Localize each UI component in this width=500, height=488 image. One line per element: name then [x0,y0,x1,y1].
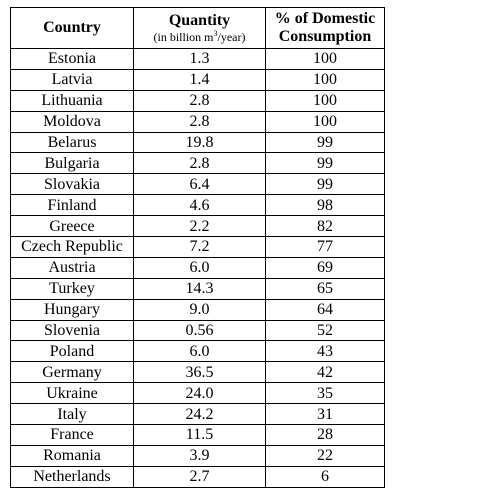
cell-pct: 99 [266,174,385,195]
cell-quantity: 2.8 [134,111,266,132]
table-row [11,216,385,237]
table-row [11,341,385,362]
cell-pct: 43 [266,341,385,362]
table-row [11,278,385,299]
cell-country: Moldova [11,111,134,132]
cell-pct: 100 [266,90,385,111]
cell-pct: 52 [266,320,385,341]
header-pct-line2: Consumption [278,28,372,45]
table-row [11,153,385,174]
cell-country: Czech Republic [11,237,134,258]
unit-prefix: (in billion m [153,30,214,44]
header-pct-line1: % of Domestic [274,10,376,27]
cell-country: Hungary [11,299,134,320]
table-row [11,383,385,404]
cell-quantity: 6.0 [134,341,266,362]
cell-quantity: 36.5 [134,362,266,383]
table-row [11,362,385,383]
cell-pct: 100 [266,49,385,70]
cell-quantity: 1.4 [134,69,266,90]
table-row [11,132,385,153]
cell-pct: 42 [266,362,385,383]
table-row [11,466,385,487]
cell-pct: 65 [266,278,385,299]
cell-pct: 98 [266,195,385,216]
table-row [11,69,385,90]
cell-country: Belarus [11,132,134,153]
header-quantity-unit [134,30,265,44]
cell-quantity: 6.4 [134,174,266,195]
cell-country: Austria [11,257,134,278]
cell-quantity: 2.7 [134,466,266,487]
header-quantity [134,8,266,49]
cell-country: Lithuania [11,90,134,111]
table-row [11,445,385,466]
cell-quantity: 11.5 [134,425,266,446]
cell-country: Bulgaria [11,153,134,174]
cell-pct: 35 [266,383,385,404]
table-row [11,195,385,216]
cell-pct: 77 [266,237,385,258]
table-row [11,237,385,258]
cell-country: Estonia [11,49,134,70]
table-row [11,320,385,341]
table-row [11,425,385,446]
header-pct [266,8,385,49]
gas-import-table [10,7,385,488]
cell-quantity: 4.6 [134,195,266,216]
cell-country: France [11,425,134,446]
table-row [11,404,385,425]
cell-pct: 28 [266,425,385,446]
table-row [11,111,385,132]
header-country: Country [11,8,134,49]
cell-country: Greece [11,216,134,237]
cell-quantity: 7.2 [134,237,266,258]
cell-quantity: 1.3 [134,49,266,70]
table-row [11,49,385,70]
cell-pct: 99 [266,132,385,153]
cell-country: Netherlands [11,466,134,487]
cell-country: Germany [11,362,134,383]
cell-country: Romania [11,445,134,466]
unit-superscript: 3 [213,29,218,38]
cell-quantity: 9.0 [134,299,266,320]
cell-country: Poland [11,341,134,362]
cell-quantity: 24.0 [134,383,266,404]
cell-country: Slovenia [11,320,134,341]
cell-country: Finland [11,195,134,216]
cell-country: Latvia [11,69,134,90]
cell-quantity: 2.8 [134,90,266,111]
table-body [11,49,385,488]
cell-pct: 99 [266,153,385,174]
table-row [11,174,385,195]
cell-pct: 100 [266,69,385,90]
table-row [11,257,385,278]
cell-quantity: 6.0 [134,257,266,278]
cell-country: Italy [11,404,134,425]
cell-country: Ukraine [11,383,134,404]
cell-pct: 82 [266,216,385,237]
cell-pct: 100 [266,111,385,132]
cell-pct: 6 [266,466,385,487]
table-row [11,299,385,320]
cell-pct: 64 [266,299,385,320]
header-quantity-label: Quantity [168,12,231,29]
header-row [11,8,385,49]
cell-pct: 69 [266,257,385,278]
cell-country: Turkey [11,278,134,299]
cell-quantity: 3.9 [134,445,266,466]
cell-quantity: 24.2 [134,404,266,425]
cell-pct: 31 [266,404,385,425]
cell-country: Slovakia [11,174,134,195]
table-row [11,90,385,111]
cell-quantity: 14.3 [134,278,266,299]
table-header [11,8,385,49]
gas-import-table-container [10,7,384,488]
cell-quantity: 19.8 [134,132,266,153]
cell-quantity: 2.2 [134,216,266,237]
cell-quantity: 0.56 [134,320,266,341]
unit-suffix: /year) [217,30,246,44]
cell-quantity: 2.8 [134,153,266,174]
cell-pct: 22 [266,445,385,466]
